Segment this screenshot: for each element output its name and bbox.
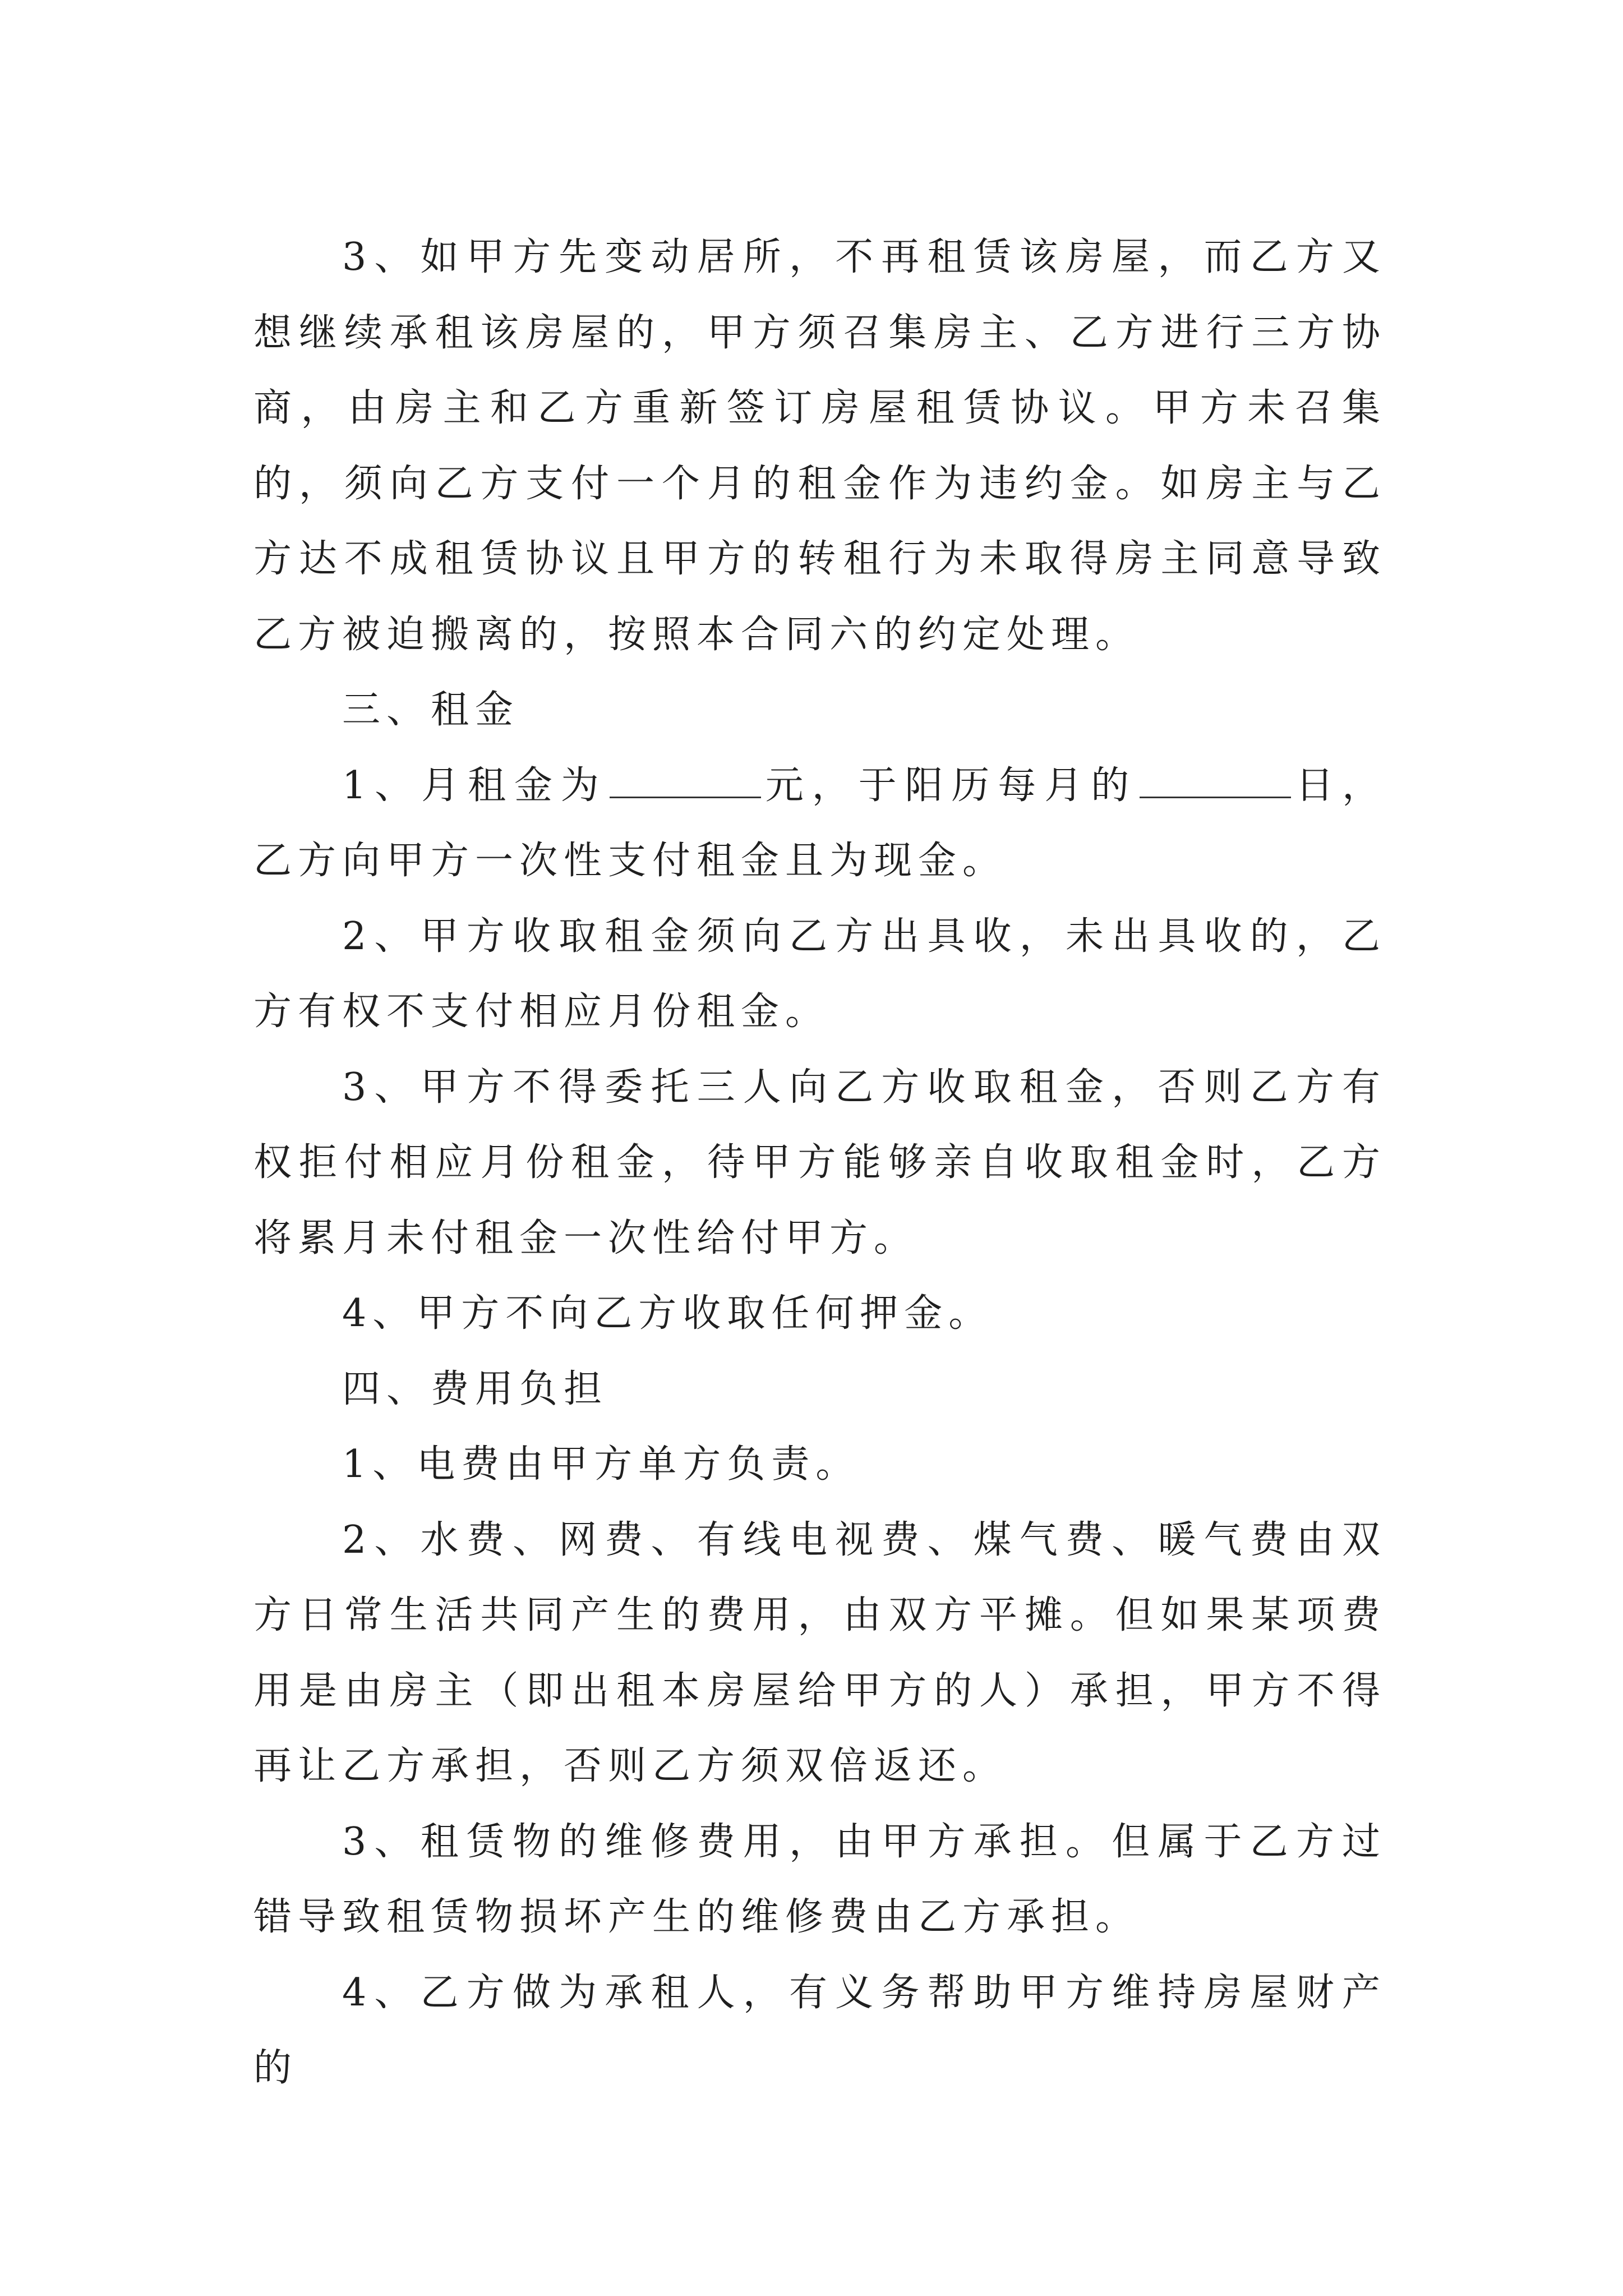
paragraph-rent-3: 3、甲方不得委托三人向乙方收取租金，否则乙方有权拒付相应月份租金，待甲方能够亲自收取租金时，乙方将累月未付租金一次性给付甲方。 <box>253 1065 1386 1260</box>
paragraph-expense-1: 1、电费由甲方单方负责。 <box>342 1442 860 1487</box>
paragraph-rent-1 <box>253 748 1386 899</box>
heading-expenses: 四、费用负担 <box>342 1366 608 1411</box>
paragraph-expense-3: 3、租赁物的维修费用，由甲方承担。但属于乙方过错导致租赁物损坏产生的维修费由乙方承担。 <box>253 1819 1386 1939</box>
heading-rent: 三、租金 <box>342 688 520 732</box>
document-body <box>253 220 1386 2106</box>
paragraph-rent-2: 2、甲方收取租金须向乙方出具收，未出具收的，乙方有权不支付相应月份租金。 <box>253 914 1386 1034</box>
rent-text-2: 元，于阳历每月的 <box>763 763 1138 808</box>
paragraph-expense-2: 2、水费、网费、有线电视费、煤气费、暖气费由双方日常生活共同产生的费用，由双方平摊。但如果某项费用是由房主（即出租本房屋给甲方的人）承担，甲方不得再让乙方承担，否则乙方须双倍返还。 <box>253 1517 1386 1788</box>
paragraph-expense-4: 4、乙方做为承租人，有义务帮助甲方维持房屋财产的 <box>253 1970 1386 2090</box>
rent-text-3: 日，乙方向甲方一次性支付租金且为现金。 <box>253 763 1386 883</box>
paragraph-clause-2-3: 3、如甲方先变动居所，不再租赁该房屋，而乙方又想继续承租该房屋的，甲方须召集房主、乙方进行三方协商，由房主和乙方重新签订房屋租赁协议。甲方未召集的，须向乙方支付一个月的租金作为违约金。如房主与乙方达不成租赁协议且甲方的转租行为未取得房主同意导致乙方被迫搬离的，按照本合同六的约定处理。 <box>253 235 1386 657</box>
rent-text-1: 1、月租金为 <box>342 763 607 808</box>
rent-amount-blank <box>610 764 761 798</box>
paragraph-rent-4: 4、甲方不向乙方收取任何押金。 <box>342 1291 993 1336</box>
rent-day-blank <box>1140 764 1291 798</box>
